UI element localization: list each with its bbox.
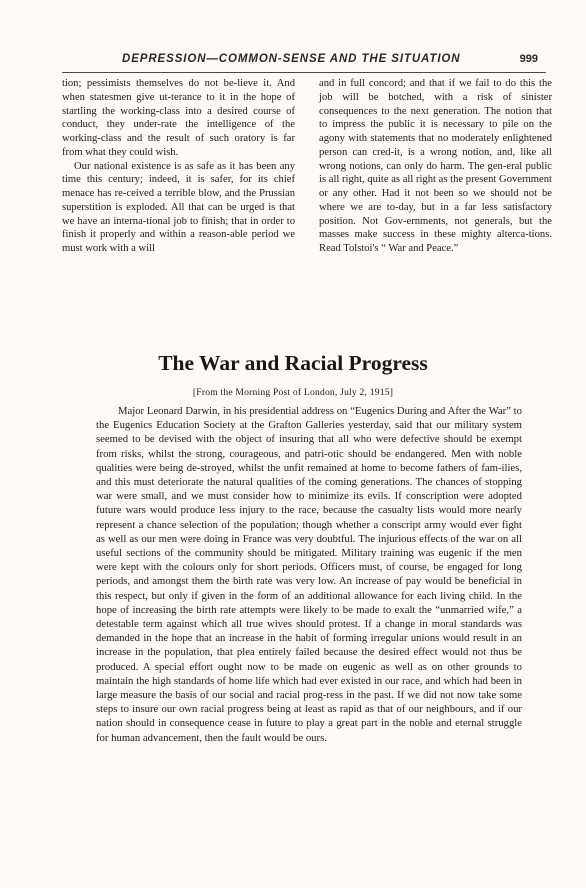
- article-title: The War and Racial Progress: [158, 351, 428, 375]
- left-column-paragraph: tion; pessimists themselves do not be-lieve it. And when statesmen give ut-terance to it in the hope of startling the working-class into a desired course of conduct, they under-rate the intelligence of the working-class and the result of such oratory is far from what they could wish.: [62, 78, 295, 158]
- article-paragraph: Major Leonard Darwin, in his presidential address on “Eugenics During and After the War” to the Eugenics Education Society at the Grafton Galleries yesterday, said that our military system seemed to be devised with the object of insuring that all who were defective should be exempt from risks, whilst the strong, courageous, and patri-otic should be endangered. Men with noble qualities were being de-stroyed, whilst the unfit remained at home to become fathers of fam-ilies, and this must deteriorate the natural qualities of the coming generations. The chances of stopping war were small, and we must consider how to minimize its evils. If conscription were adopted future wars would produce less injury to the race, because the casualty lists would more nearly represent a chance selection of the population; though whether a conscript army would ever fight as well as our men were doing in France was very doubtful. The injurious effects of the war on all useful sections of the community should be mitigated. Military training was eugenic if the men were kept with the colours only for short periods. Officers must, of course, be engaged for long periods, and amongst them the birth rate was very low. An increase of pay would be beneficial in this respect, but only if given in the form of an additional allowance for each living child. In the hope of increasing the birth rate attempts were likely to be made to exalt the “unmarried wife,” a detestable term against which all true wives should protest. If a change in moral standards was demanded in the hope that an increase in the habit of forming irregular unions would result in an increase in the population, that plea entirely failed because the desired effect would not thus be produced. A special effort ought now to be made on eugenic as well as on other grounds to maintain the high standards of home life which had ever existed in our race, and which had been in large measure the basis of our social and racial prog-ress in the past. If we did not now take some steps to insure our own racial progress being at least as rapid as that of our neighbours, and if our nation should in consequence cease in future to play a great part in the noble and eternal struggle for human advancement, then the fault would be ours.: [96, 405, 522, 744]
- running-head: [62, 53, 548, 69]
- page-number: 999: [519, 53, 538, 65]
- left-column: [62, 77, 295, 256]
- header-rule: [62, 72, 546, 73]
- article-source-line: [From the Morning Post of London, July 2, 1915]: [192, 387, 394, 398]
- article-body: [96, 404, 522, 745]
- continued-article-columns: [62, 77, 552, 327]
- running-title: DEPRESSION—COMMON-SENSE AND THE SITUATION: [122, 53, 461, 65]
- left-column-paragraph: Our national existence is as safe as it has been any time this century; indeed, it is safer, for its chief menace has re-ceived a terrible blow, and the Prussian superstition is exploded. All that can be urged is that we have an interna-tional job to finish; that in order to finish it properly and within a reason-able period we must work with a will: [62, 160, 295, 254]
- right-column-paragraph: and in full concord; and that if we fail to do this the job will be botched, with a risk of sinister consequences to the next generation. The notion that to impress the public it is necessary to pile on the agony with statements that no moderately enlightened person can cred-it, is a wrong notion, and, like all wrong notions, can only do harm. The gen-eral public is all right, quite as all right as the present Government or any other. Had it not been so we should not be where we are to-day, but in a far less satisfactory position. Not Gov-ernments, not generals, but the masses make success in these mighty alterca-tions. Read Tolstoi's “ War and Peace.”: [319, 78, 552, 254]
- right-column: [319, 77, 552, 256]
